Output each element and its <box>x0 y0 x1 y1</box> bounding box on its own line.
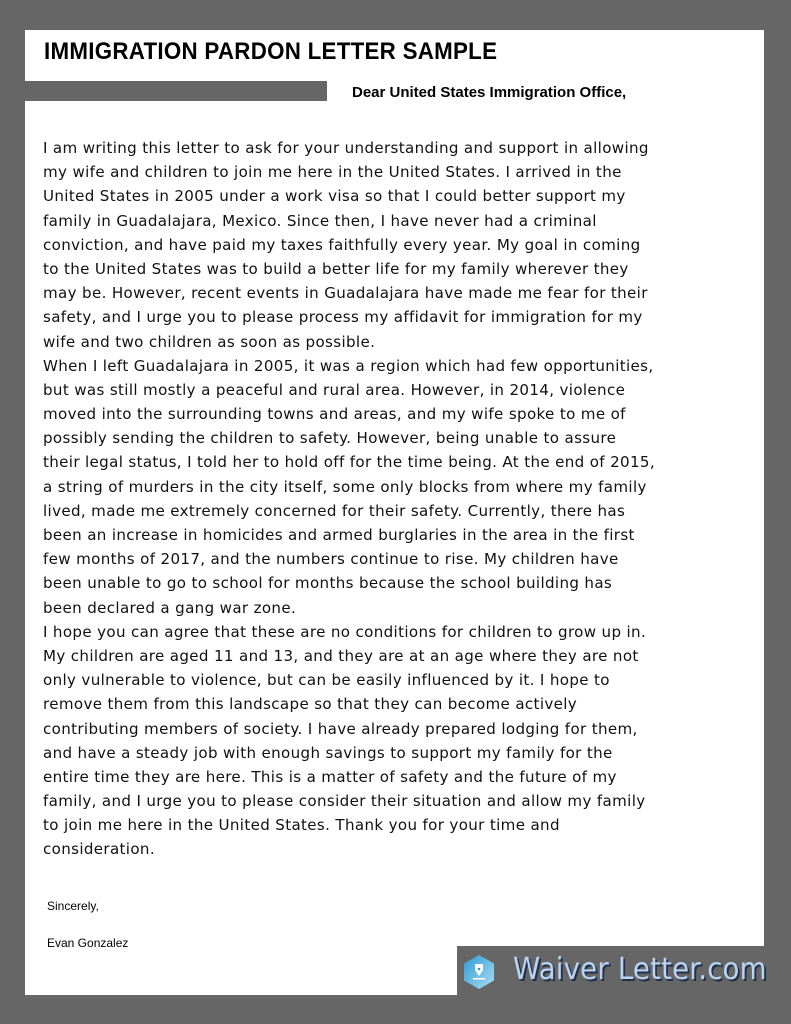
body-line: family in Guadalajara, Mexico. Since then, I have never had a criminal <box>43 211 597 230</box>
body-line: When I left Guadalajara in 2005, it was a region which had few opportunities, <box>43 356 654 375</box>
body-line: United States in 2005 under a work visa so that I could better support my <box>43 187 626 206</box>
decorative-bar <box>25 81 327 101</box>
body-line: contributing members of society. I have already prepared lodging for them, <box>43 719 638 738</box>
closing: Sincerely, <box>47 899 99 913</box>
body-line: to the United States was to build a better life for my family wherever they <box>43 259 629 278</box>
body-line: moved into the surrounding towns and areas, and my wife spoke to me of <box>43 405 626 424</box>
body-line: remove them from this landscape so that they can become actively <box>43 695 578 714</box>
body-line: but was still mostly a peaceful and rural area. However, in 2014, violence <box>43 380 626 399</box>
body-line: a string of murders in the city itself, some only blocks from where my family <box>43 477 647 496</box>
body-line: conviction, and have paid my taxes faithfully every year. My goal in coming <box>43 235 641 254</box>
letter-body <box>43 136 753 862</box>
body-line: possibly sending the children to safety. However, being unable to assure <box>43 429 617 448</box>
body-line: to join me here in the United States. Thank you for your time and <box>43 816 560 835</box>
body-line: My children are aged 11 and 13, and they are at an age where they are not <box>43 646 639 665</box>
body-line: safety, and I urge you to please process my affidavit for immigration for my <box>43 308 643 327</box>
body-line: family, and I urge you to please consider their situation and allow my family <box>43 792 646 811</box>
body-line: consideration. <box>43 840 155 859</box>
body-line: my wife and children to join me here in the United States. I arrived in the <box>43 163 622 182</box>
body-line: lived, made me extremely concerned for their safety. Currently, there has <box>43 501 626 520</box>
body-line: wife and two children as soon as possible. <box>43 332 376 351</box>
body-line: been declared a gang war zone. <box>43 598 297 617</box>
body-line: their legal status, I told her to hold off for the time being. At the end of 2015, <box>43 453 656 472</box>
body-line: been an increase in homicides and armed burglaries in the area in the first <box>43 526 635 544</box>
body-line: few months of 2017, and the numbers continue to rise. My children have <box>43 550 619 569</box>
body-line: I am writing this letter to ask for your understanding and support in allowing <box>43 139 649 157</box>
page-title: IMMIGRATION PARDON LETTER SAMPLE <box>44 38 498 65</box>
body-line: I hope you can agree that these are no conditions for children to grow up in. <box>43 622 647 641</box>
salutation: Dear United States Immigration Office, <box>352 84 627 101</box>
body-line: and have a steady job with enough savings to support my family for the <box>43 743 613 762</box>
logo-text: Waiver Letter.com <box>513 952 767 987</box>
body-line: been unable to go to school for months because the school building has <box>43 574 613 593</box>
body-line: may be. However, recent events in Guadalajara have made me fear for their <box>43 284 648 303</box>
body-line: only vulnerable to violence, but can be easily influenced by it. I hope to <box>43 671 610 690</box>
pen-nib-hexagon-icon <box>463 954 495 990</box>
body-line: entire time they are here. This is a matter of safety and the future of my <box>43 767 617 786</box>
signature: Evan Gonzalez <box>47 936 129 950</box>
site-logo <box>457 946 791 996</box>
